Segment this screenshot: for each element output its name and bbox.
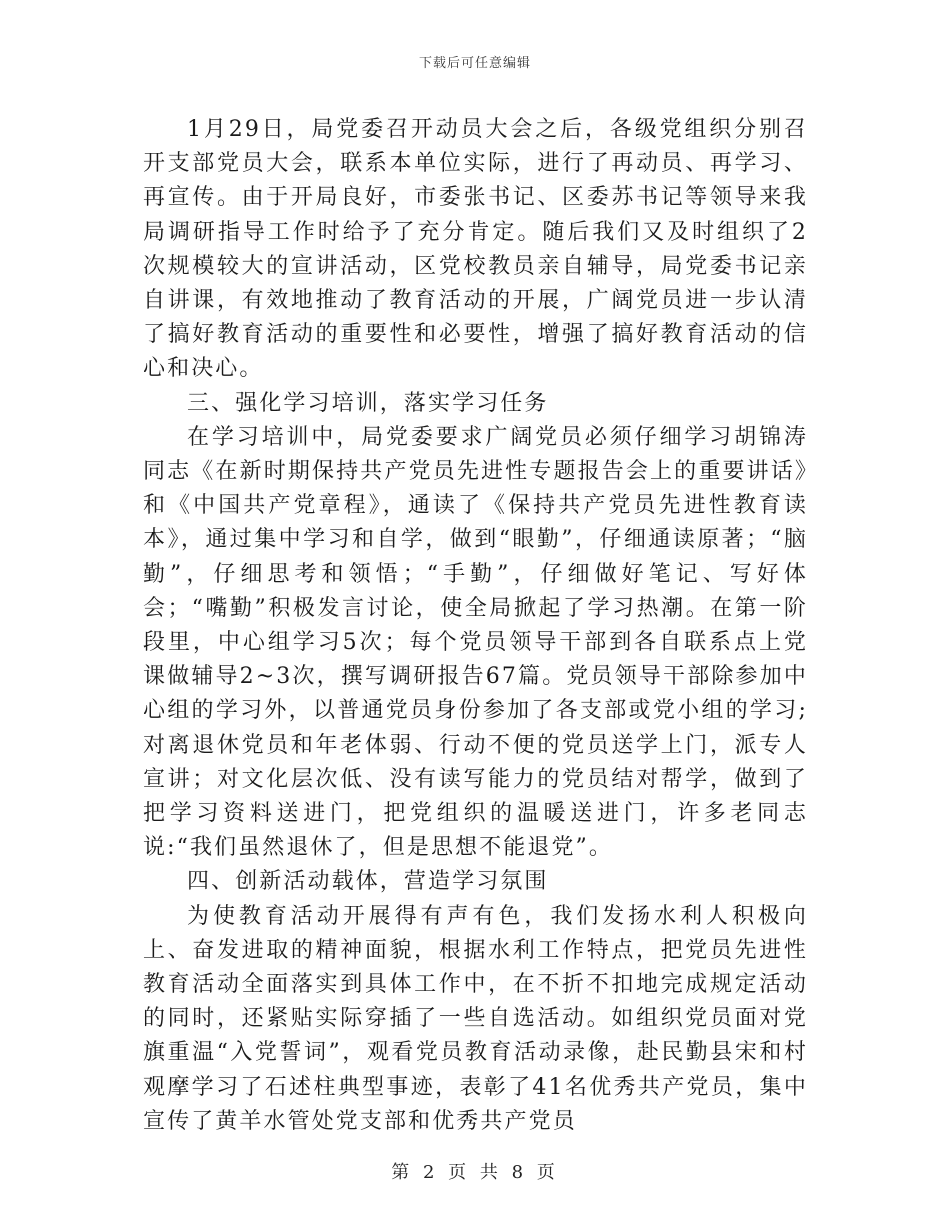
- page-header-note: 下载后可任意编辑: [418, 56, 531, 71]
- document-body: [143, 113, 808, 1139]
- paragraph-activity-carrier: 为使教育活动开展得有声有色，我们发扬水利人积极向上、奋发进取的精神面貌，根据水利工作特点，把党员先进性教育活动全面落实到具体工作中，在不折不扣地完成规定活动的同时，还紧贴实际穿插了一些自选活动。如组织党员面对党旗重温“入党誓词”，观看党员教育活动录像，赴民勤县宋和村观摩学习了石述柱典型事迹，表彰了41名优秀共产党员，集中宣传了黄羊水管处党支部和优秀共产党员: [143, 903, 808, 1134]
- section-heading-activity-carrier: 四、创新活动载体，营造学习氛围: [187, 869, 549, 895]
- paragraph-study-training: 在学习培训中，局党委要求广阔党员必须仔细学习胡锦涛同志《在新时期保持共产党员先进性专题报告会上的重要讲话》和《中国共产党章程》，通读了《保持共产党员先进性教育读本》，通过集中学习和自学，做到“眼勤”，仔细通读原著；“脑勤”，仔细思考和领悟；“手勤”，仔细做好笔记、写好体会；“嘴勤”积极发言讨论，使全局掀起了学习热潮。在第一阶段里，中心组学习5次；每个党员领导干部到各自联系点上党课做辅导2~3次，撰写调研报告67篇。党员领导干部除参加中心组的学习外，以普通党员身份参加了各支部或党小组的学习;对离退休党员和年老体弱、行动不便的党员送学上门，派专人宣讲；对文化层次低、没有读写能力的党员结对帮学，做到了把学习资料送进门，把党组织的温暖送进门，许多老同志说:“我们虽然退休了，但是思想不能退党”。: [143, 424, 808, 861]
- page-number-footer: 第 2 页 共 8 页: [391, 1162, 559, 1183]
- paragraph-mobilization: 1月29日，局党委召开动员大会之后，各级党组织分别召开支部党员大会，联系本单位实际，进行了再动员、再学习、再宣传。由于开局良好，市委张书记、区委苏书记等领导来我局调研指导工作时给予了充分肯定。随后我们又及时组织了2次规模较大的宣讲活动，区党校教员亲自辅导，局党委书记亲自讲课，有效地推动了教育活动的开展，广阔党员进一步认清了搞好教育活动的重要性和必要性，增强了搞好教育活动的信心和决心。: [143, 117, 808, 382]
- section-heading-study-training: 三、强化学习培训，落实学习任务: [187, 390, 549, 416]
